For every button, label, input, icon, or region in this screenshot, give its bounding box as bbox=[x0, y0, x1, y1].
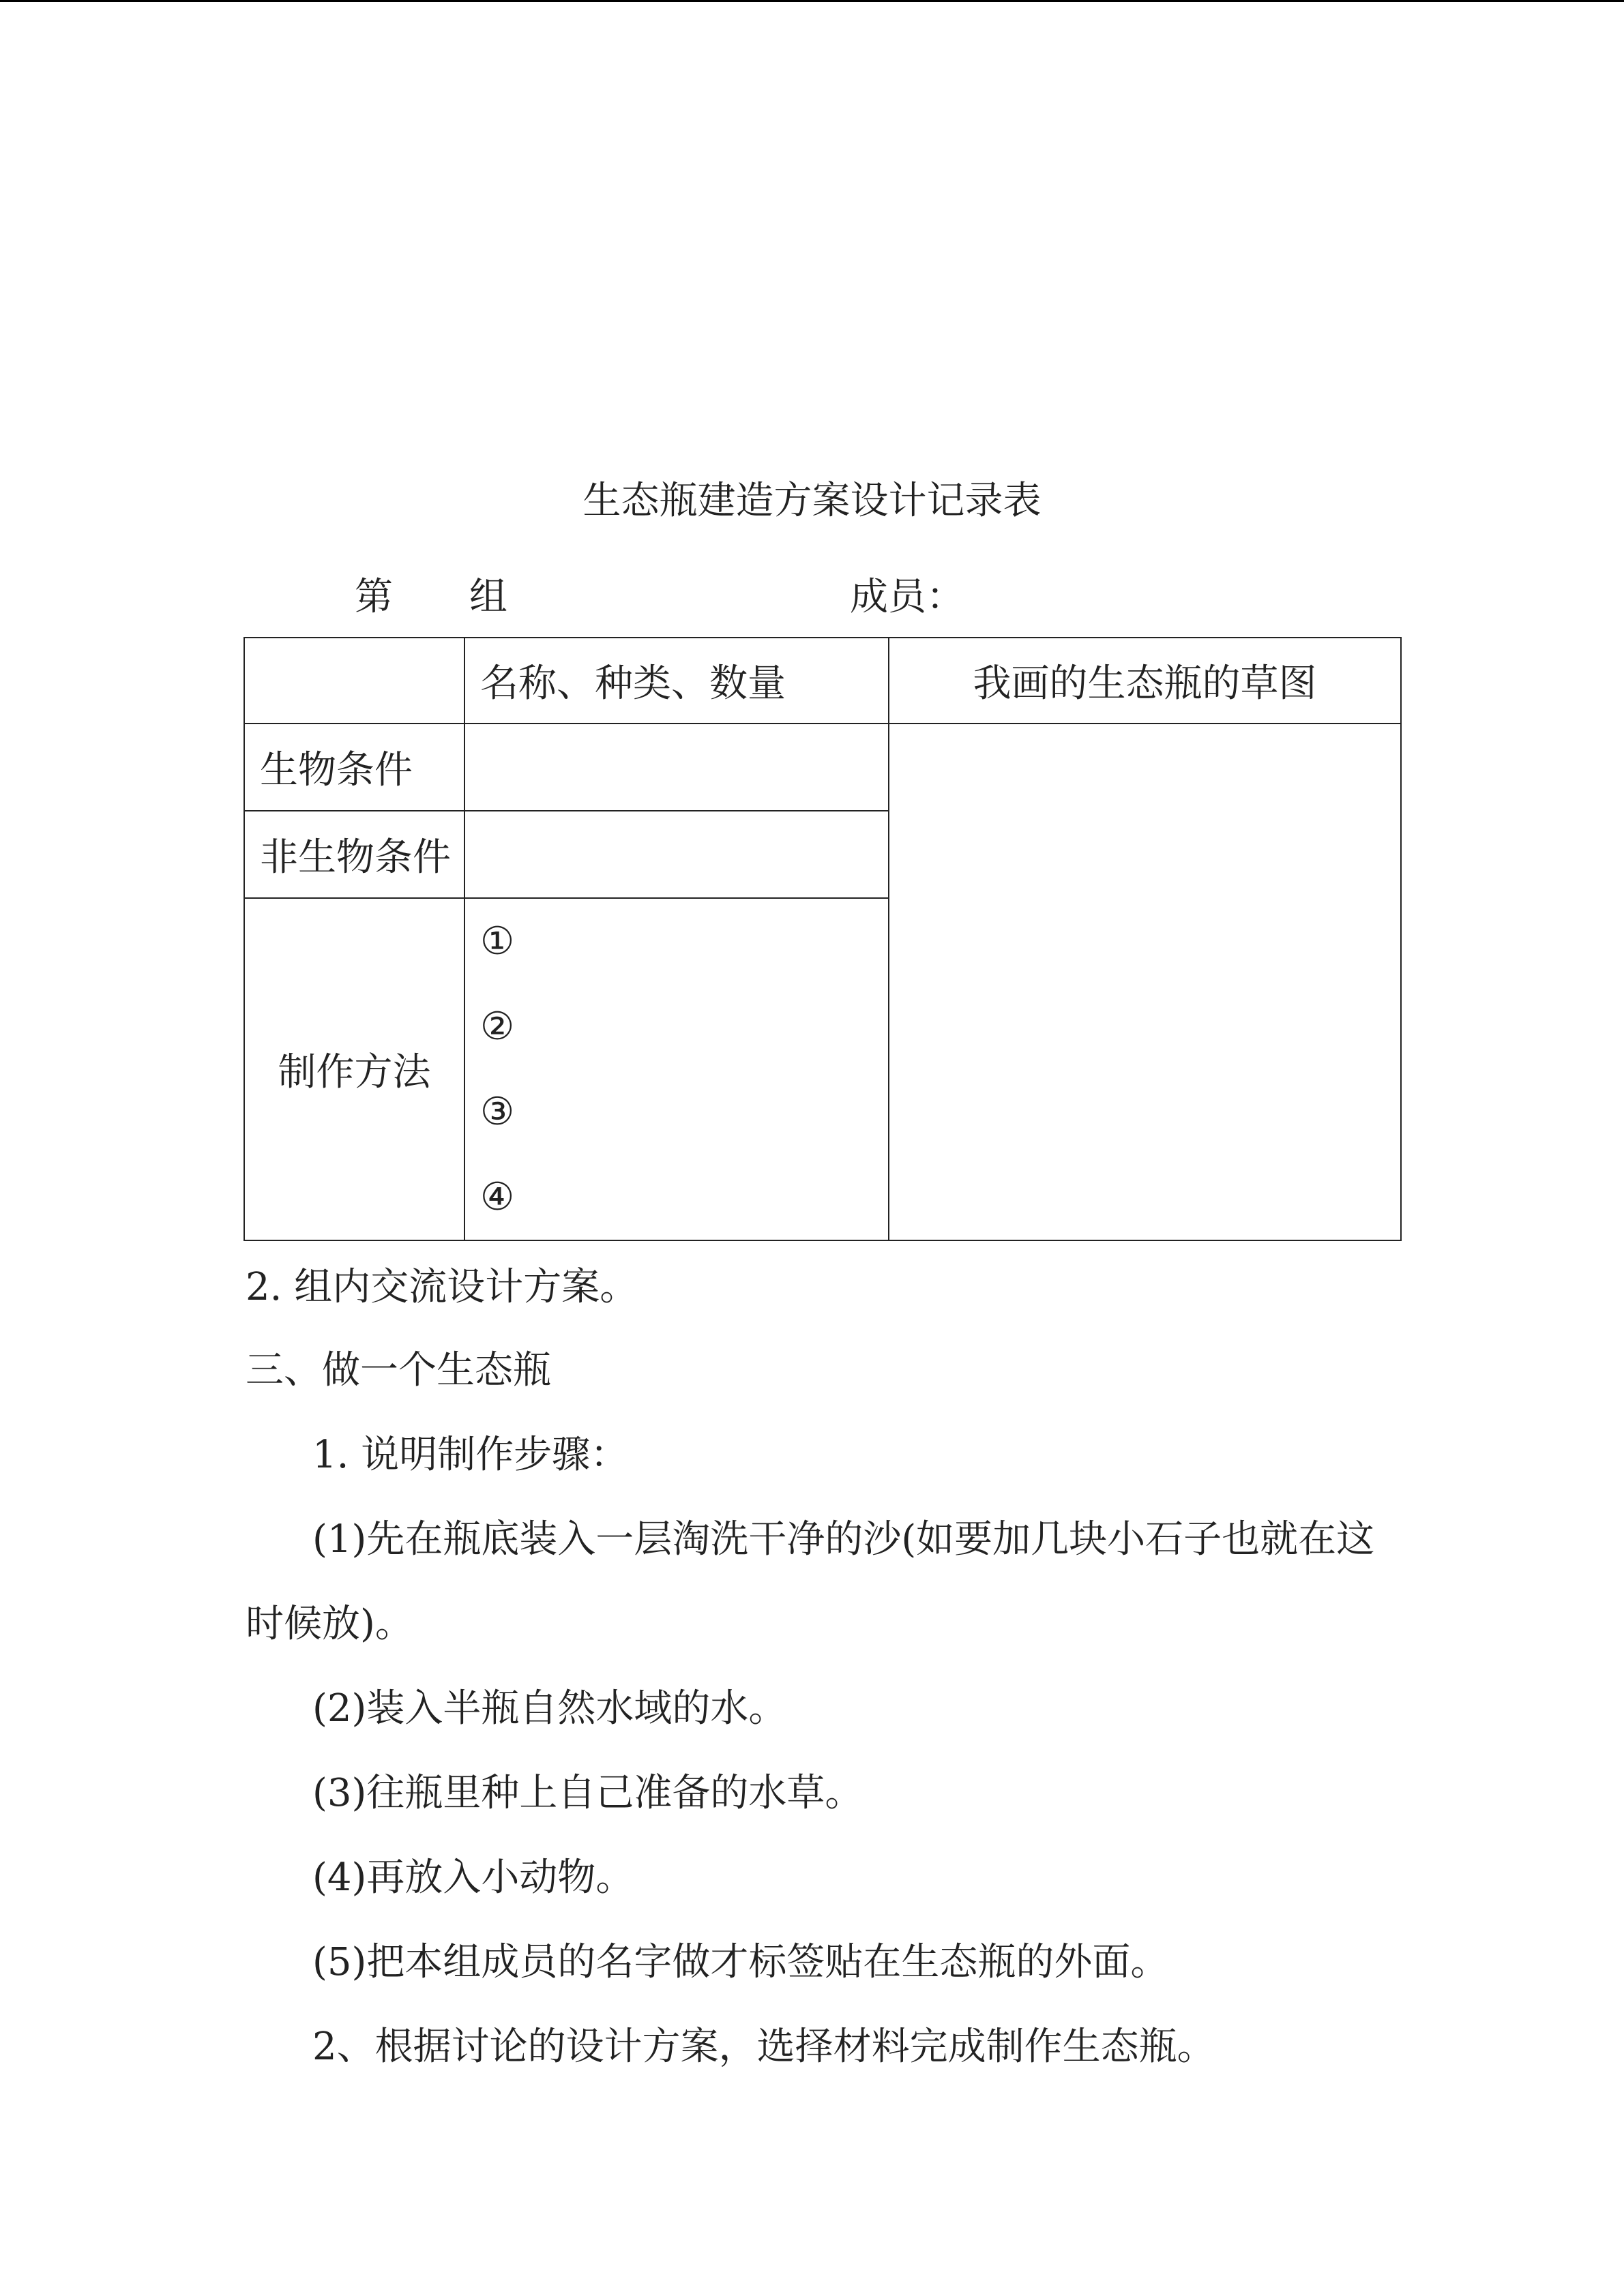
group-label: 组 bbox=[469, 575, 507, 619]
sub-1-steps-heading: 1. 说明制作步骤： bbox=[312, 1433, 629, 1477]
step-marker-3: ③ bbox=[480, 1090, 515, 1134]
header-sketch: 我画的生态瓶的草图 bbox=[889, 638, 1401, 724]
step-marker-4: ④ bbox=[480, 1175, 515, 1219]
step-1-line-1: (1)先在瓶底装入一层淘洗干净的沙(如要加几块小石子也就在这 bbox=[312, 1517, 1375, 1562]
members-label: 成员： bbox=[850, 575, 964, 619]
step-marker-2: ② bbox=[480, 1004, 515, 1049]
step-5: (5)把本组成员的名字做才标签贴在生态瓶的外面。 bbox=[312, 1940, 1169, 1984]
row-label-abiotic: 非生物条件 bbox=[244, 811, 464, 898]
row-label-biological: 生物条件 bbox=[244, 724, 464, 811]
abiotic-input-cell[interactable] bbox=[464, 811, 889, 898]
page-top-border bbox=[0, 0, 1624, 2]
step-1-line-2: 时候放)。 bbox=[246, 1602, 413, 1646]
item-2-group-discussion: 2. 组内交流设计方案。 bbox=[246, 1265, 638, 1309]
step-marker-1: ① bbox=[480, 919, 515, 964]
header-blank-cell bbox=[244, 638, 464, 724]
header-name-type-quantity: 名称、种类、数量 bbox=[464, 638, 889, 724]
biological-input-cell[interactable] bbox=[464, 724, 889, 811]
page-title: 生态瓶建造方案设计记录表 bbox=[582, 479, 1042, 523]
method-steps-cell[interactable] bbox=[464, 898, 889, 1240]
table-header-row bbox=[244, 638, 1401, 724]
group-number-label: 第 bbox=[355, 575, 393, 619]
table-row-biological bbox=[244, 724, 1401, 811]
row-label-method: 制作方法 bbox=[244, 898, 464, 1240]
step-2: (2)装入半瓶自然水域的水。 bbox=[312, 1686, 787, 1731]
sketch-area-cell[interactable] bbox=[889, 724, 1401, 1240]
sub-2-build-instruction: 2、根据讨论的设计方案，选择材料完成制作生态瓶。 bbox=[312, 2025, 1215, 2069]
section-3-heading: 三、做一个生态瓶 bbox=[246, 1348, 551, 1392]
step-4: (4)再放入小动物。 bbox=[312, 1855, 634, 1900]
step-3: (3)往瓶里种上自己准备的水草。 bbox=[312, 1771, 863, 1815]
design-record-table bbox=[243, 637, 1402, 1241]
